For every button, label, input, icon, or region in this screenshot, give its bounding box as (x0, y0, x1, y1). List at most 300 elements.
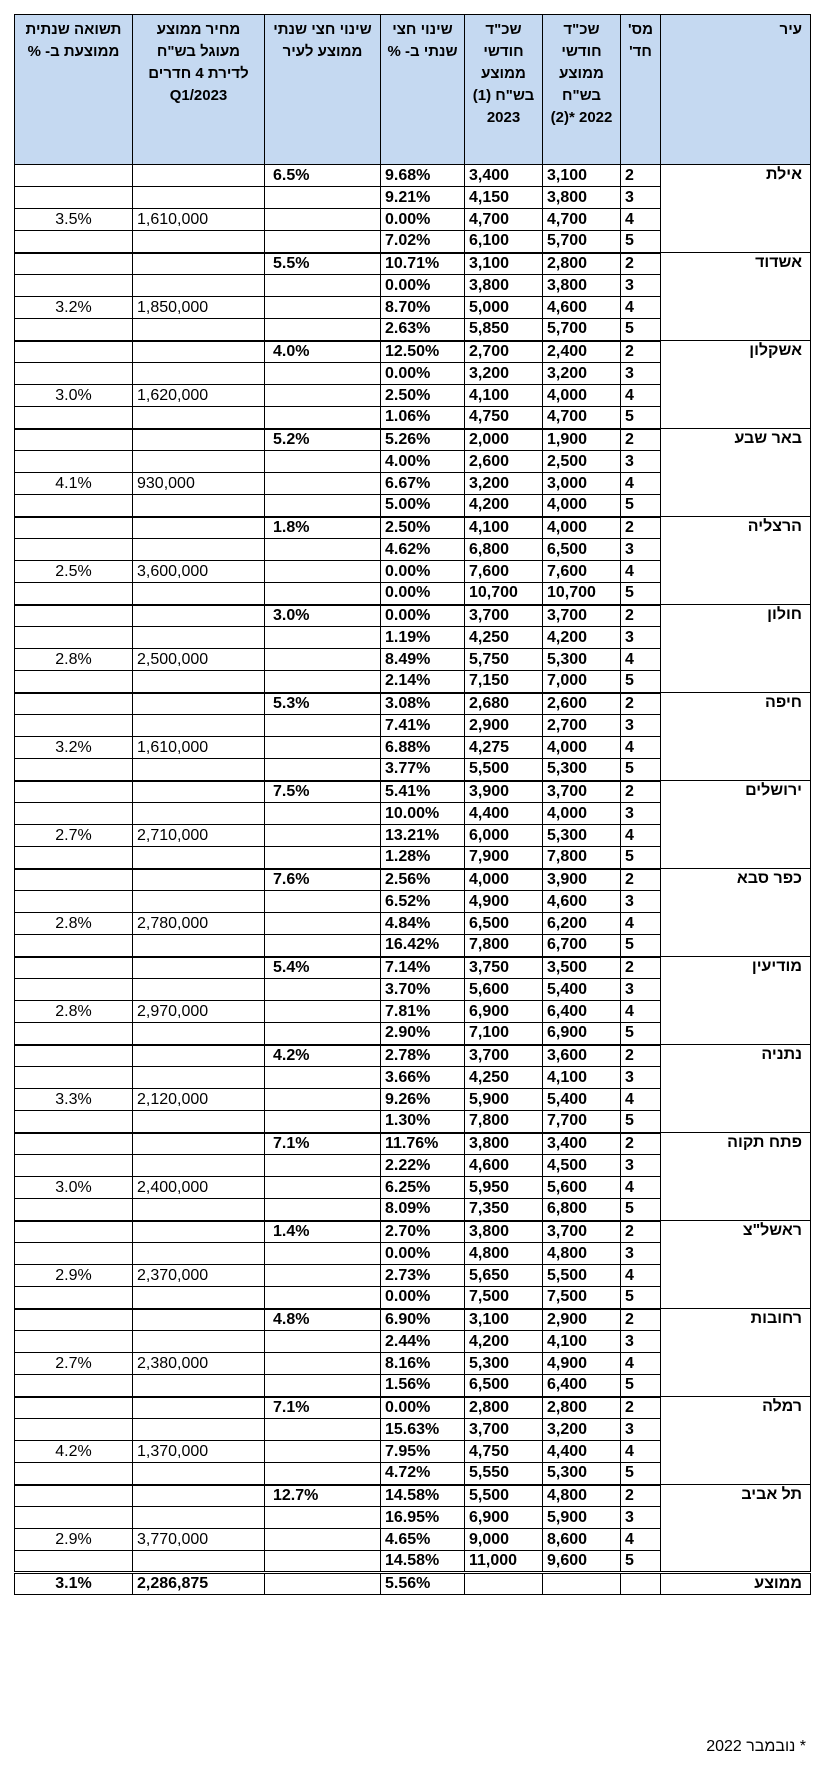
rent-2023-cell: 2,700 (465, 341, 543, 363)
rooms-cell: 5 (621, 935, 661, 957)
rent-2023-cell: 4,275 (465, 737, 543, 759)
header-rent-2022: שכ"ד חודשי ממוצע בש"ח 2022 *(2) (543, 15, 621, 165)
pct-change-cell: 5.41% (381, 781, 465, 803)
yield-cell (15, 1199, 133, 1221)
yield-cell (15, 891, 133, 913)
city-change-cell: 7.1% (265, 1133, 381, 1155)
yield-cell (15, 539, 133, 561)
rent-2023-cell: 2,800 (465, 1397, 543, 1419)
rent-2023-cell: 4,250 (465, 627, 543, 649)
rent-2022-cell: 3,200 (543, 1419, 621, 1441)
yield-cell (15, 1045, 133, 1067)
rent-2022-cell: 4,000 (543, 495, 621, 517)
rooms-cell: 5 (621, 231, 661, 253)
rooms-cell: 5 (621, 1375, 661, 1397)
rent-2022-cell: 2,600 (543, 693, 621, 715)
city-name-cell: נתניה (661, 1045, 811, 1133)
price-cell: 930,000 (133, 473, 265, 495)
yield-cell (15, 363, 133, 385)
rent-2022-cell: 5,400 (543, 1089, 621, 1111)
pct-change-cell: 7.14% (381, 957, 465, 979)
rooms-cell: 2 (621, 957, 661, 979)
pct-change-cell: 0.00% (381, 363, 465, 385)
yield-cell (15, 1155, 133, 1177)
table-row (15, 1309, 811, 1331)
rent-2022-cell: 4,800 (543, 1243, 621, 1265)
pct-change-cell: 0.00% (381, 275, 465, 297)
total-pct-change: 5.56% (381, 1573, 465, 1595)
rent-2023-cell: 4,750 (465, 407, 543, 429)
rent-2022-cell: 6,400 (543, 1375, 621, 1397)
city-change-cell (265, 1199, 381, 1221)
city-change-cell (265, 297, 381, 319)
price-cell: 2,400,000 (133, 1177, 265, 1199)
yield-cell (15, 605, 133, 627)
city-change-cell (265, 671, 381, 693)
city-change-cell (265, 891, 381, 913)
rent-2022-cell: 3,500 (543, 957, 621, 979)
price-cell (133, 1309, 265, 1331)
yield-cell (15, 1419, 133, 1441)
rooms-cell: 5 (621, 583, 661, 605)
rent-2023-cell: 5,300 (465, 1353, 543, 1375)
pct-change-cell: 5.00% (381, 495, 465, 517)
rooms-cell: 5 (621, 1199, 661, 1221)
table-row (15, 1397, 811, 1419)
rent-2023-cell: 7,800 (465, 935, 543, 957)
rent-2023-cell: 2,900 (465, 715, 543, 737)
pct-change-cell: 0.00% (381, 209, 465, 231)
rooms-cell: 5 (621, 319, 661, 341)
rent-2022-cell: 4,600 (543, 297, 621, 319)
yield-cell: 2.9% (15, 1529, 133, 1551)
pct-change-cell: 10.71% (381, 253, 465, 275)
pct-change-cell: 15.63% (381, 1419, 465, 1441)
rent-2022-cell: 2,900 (543, 1309, 621, 1331)
pct-change-cell: 8.16% (381, 1353, 465, 1375)
rent-2023-cell: 7,900 (465, 847, 543, 869)
yield-cell: 2.7% (15, 825, 133, 847)
pct-change-cell: 2.70% (381, 1221, 465, 1243)
rooms-cell: 3 (621, 1155, 661, 1177)
rent-2023-cell: 5,500 (465, 1485, 543, 1507)
city-change-cell: 5.2% (265, 429, 381, 451)
yield-cell (15, 693, 133, 715)
price-cell (133, 1243, 265, 1265)
rent-2022-cell: 4,600 (543, 891, 621, 913)
pct-change-cell: 1.30% (381, 1111, 465, 1133)
rent-2023-cell: 6,000 (465, 825, 543, 847)
rent-2022-cell: 6,400 (543, 1001, 621, 1023)
yield-cell (15, 803, 133, 825)
yield-cell (15, 517, 133, 539)
header-rooms: מס' חד' (621, 15, 661, 165)
rent-2022-cell: 3,900 (543, 869, 621, 891)
city-change-cell (265, 1551, 381, 1573)
price-cell: 3,600,000 (133, 561, 265, 583)
rent-2023-cell: 7,500 (465, 1287, 543, 1309)
city-change-cell (265, 627, 381, 649)
yield-cell: 2.8% (15, 649, 133, 671)
header-price: מחיר ממוצע מעוגל בש"ח לדירת 4 חדרים Q1/2023 (133, 15, 265, 165)
rent-table (14, 14, 811, 1595)
price-cell (133, 891, 265, 913)
yield-cell (15, 319, 133, 341)
rooms-cell: 2 (621, 341, 661, 363)
pct-change-cell: 8.70% (381, 297, 465, 319)
rent-2023-cell: 7,150 (465, 671, 543, 693)
yield-cell (15, 1221, 133, 1243)
city-name-cell: כפר סבא (661, 869, 811, 957)
pct-change-cell: 6.90% (381, 1309, 465, 1331)
rent-2023-cell: 6,500 (465, 913, 543, 935)
city-change-cell (265, 825, 381, 847)
rent-2022-cell: 6,200 (543, 913, 621, 935)
rooms-cell: 3 (621, 451, 661, 473)
rooms-cell: 4 (621, 1177, 661, 1199)
rent-2023-cell: 7,600 (465, 561, 543, 583)
city-name-cell: באר שבע (661, 429, 811, 517)
rent-2022-cell: 4,400 (543, 1441, 621, 1463)
header-city-change: שינוי חצי שנתי ממוצע לעיר (265, 15, 381, 165)
city-change-cell (265, 1331, 381, 1353)
pct-change-cell: 1.56% (381, 1375, 465, 1397)
pct-change-cell: 6.25% (381, 1177, 465, 1199)
rooms-cell: 5 (621, 1287, 661, 1309)
city-name-cell: רמלה (661, 1397, 811, 1485)
rent-2023-cell: 6,500 (465, 1375, 543, 1397)
table-row (15, 1133, 811, 1155)
rooms-cell: 2 (621, 1309, 661, 1331)
rent-2023-cell: 3,800 (465, 275, 543, 297)
yield-cell (15, 253, 133, 275)
rooms-cell: 5 (621, 1023, 661, 1045)
city-change-cell (265, 1177, 381, 1199)
header-pct-change: שינוי חצי שנתי ב- % (381, 15, 465, 165)
price-cell (133, 451, 265, 473)
rooms-cell: 4 (621, 737, 661, 759)
pct-change-cell: 0.00% (381, 1287, 465, 1309)
city-change-cell (265, 737, 381, 759)
pct-change-cell: 2.56% (381, 869, 465, 891)
price-cell: 2,710,000 (133, 825, 265, 847)
rent-2022-cell: 7,000 (543, 671, 621, 693)
price-cell (133, 1463, 265, 1485)
price-cell (133, 781, 265, 803)
price-cell (133, 671, 265, 693)
city-change-cell (265, 1001, 381, 1023)
rooms-cell: 2 (621, 605, 661, 627)
rent-2022-cell: 3,800 (543, 275, 621, 297)
rent-2022-cell: 7,800 (543, 847, 621, 869)
pct-change-cell: 0.00% (381, 561, 465, 583)
header-city: עיר (661, 15, 811, 165)
pct-change-cell: 3.70% (381, 979, 465, 1001)
pct-change-cell: 2.22% (381, 1155, 465, 1177)
rent-2023-cell: 11,000 (465, 1551, 543, 1573)
city-change-cell (265, 275, 381, 297)
price-cell (133, 1045, 265, 1067)
city-change-cell: 5.4% (265, 957, 381, 979)
rent-2022-cell: 3,800 (543, 187, 621, 209)
rent-2023-cell: 3,800 (465, 1221, 543, 1243)
price-cell (133, 1551, 265, 1573)
yield-cell (15, 957, 133, 979)
yield-cell: 2.7% (15, 1353, 133, 1375)
rent-2022-cell: 5,600 (543, 1177, 621, 1199)
yield-cell (15, 627, 133, 649)
rent-2023-cell: 3,100 (465, 1309, 543, 1331)
rent-2022-cell: 5,700 (543, 319, 621, 341)
pct-change-cell: 12.50% (381, 341, 465, 363)
pct-change-cell: 2.90% (381, 1023, 465, 1045)
rent-2023-cell: 7,800 (465, 1111, 543, 1133)
price-cell: 2,970,000 (133, 1001, 265, 1023)
yield-cell (15, 671, 133, 693)
total-rent-2022-cell (543, 1573, 621, 1595)
pct-change-cell: 4.72% (381, 1463, 465, 1485)
rent-2023-cell: 2,000 (465, 429, 543, 451)
rent-2022-cell: 5,300 (543, 825, 621, 847)
rent-2022-cell: 4,800 (543, 1485, 621, 1507)
rent-2023-cell: 4,200 (465, 495, 543, 517)
pct-change-cell: 2.73% (381, 1265, 465, 1287)
pct-change-cell: 3.08% (381, 693, 465, 715)
city-change-cell (265, 1353, 381, 1375)
rent-2022-cell: 6,800 (543, 1199, 621, 1221)
rent-2022-cell: 3,000 (543, 473, 621, 495)
pct-change-cell: 7.81% (381, 1001, 465, 1023)
city-name-cell: חולון (661, 605, 811, 693)
rent-2022-cell: 4,100 (543, 1067, 621, 1089)
city-change-cell (265, 913, 381, 935)
yield-cell (15, 715, 133, 737)
total-rent-2023-cell (465, 1573, 543, 1595)
yield-cell (15, 759, 133, 781)
pct-change-cell: 2.63% (381, 319, 465, 341)
rent-2022-cell: 7,700 (543, 1111, 621, 1133)
yield-cell (15, 275, 133, 297)
yield-cell (15, 1375, 133, 1397)
rooms-cell: 2 (621, 429, 661, 451)
table-header-row (15, 15, 811, 165)
city-change-cell (265, 1111, 381, 1133)
city-change-cell (265, 1067, 381, 1089)
city-change-cell (265, 1375, 381, 1397)
yield-cell (15, 407, 133, 429)
rent-2023-cell: 7,350 (465, 1199, 543, 1221)
yield-cell: 3.0% (15, 385, 133, 407)
rent-2022-cell: 4,200 (543, 627, 621, 649)
yield-cell (15, 1023, 133, 1045)
rent-2022-cell: 2,800 (543, 253, 621, 275)
rent-2023-cell: 4,800 (465, 1243, 543, 1265)
table-body (15, 165, 811, 1595)
yield-cell: 3.2% (15, 297, 133, 319)
city-change-cell: 1.4% (265, 1221, 381, 1243)
city-change-cell (265, 187, 381, 209)
rent-2022-cell: 3,200 (543, 363, 621, 385)
rent-2022-cell: 3,700 (543, 781, 621, 803)
table-row (15, 869, 811, 891)
rent-2022-cell: 5,400 (543, 979, 621, 1001)
rent-2022-cell: 2,800 (543, 1397, 621, 1419)
table-row (15, 1221, 811, 1243)
rooms-cell: 4 (621, 913, 661, 935)
city-change-cell (265, 979, 381, 1001)
pct-change-cell: 0.00% (381, 1397, 465, 1419)
rent-2022-cell: 4,000 (543, 737, 621, 759)
yield-cell: 3.5% (15, 209, 133, 231)
rooms-cell: 4 (621, 385, 661, 407)
rent-2022-cell: 5,300 (543, 1463, 621, 1485)
pct-change-cell: 2.14% (381, 671, 465, 693)
yield-cell: 3.3% (15, 1089, 133, 1111)
yield-cell (15, 187, 133, 209)
price-cell: 2,120,000 (133, 1089, 265, 1111)
city-change-cell: 7.6% (265, 869, 381, 891)
rent-2023-cell: 5,650 (465, 1265, 543, 1287)
rooms-cell: 2 (621, 781, 661, 803)
city-change-cell (265, 759, 381, 781)
yield-cell (15, 1243, 133, 1265)
city-change-cell (265, 539, 381, 561)
city-change-cell (265, 1441, 381, 1463)
rooms-cell: 4 (621, 649, 661, 671)
city-change-cell (265, 407, 381, 429)
pct-change-cell: 4.62% (381, 539, 465, 561)
table-row (15, 429, 811, 451)
rent-2022-cell: 7,600 (543, 561, 621, 583)
city-change-cell (265, 561, 381, 583)
header-rent-2023: שכ"ד חודשי ממוצע בש"ח (1) 2023 (465, 15, 543, 165)
pct-change-cell: 2.50% (381, 385, 465, 407)
pct-change-cell: 4.84% (381, 913, 465, 935)
pct-change-cell: 1.28% (381, 847, 465, 869)
price-cell (133, 935, 265, 957)
rent-2023-cell: 4,200 (465, 1331, 543, 1353)
rooms-cell: 5 (621, 1463, 661, 1485)
table-row (15, 517, 811, 539)
price-cell: 1,370,000 (133, 1441, 265, 1463)
rooms-cell: 2 (621, 1397, 661, 1419)
rooms-cell: 5 (621, 671, 661, 693)
price-cell (133, 1419, 265, 1441)
price-cell (133, 1331, 265, 1353)
price-cell: 2,380,000 (133, 1353, 265, 1375)
table-row (15, 165, 811, 187)
yield-cell (15, 1331, 133, 1353)
pct-change-cell: 2.50% (381, 517, 465, 539)
rent-2023-cell: 3,700 (465, 605, 543, 627)
rooms-cell: 4 (621, 1441, 661, 1463)
city-change-cell: 4.0% (265, 341, 381, 363)
rent-2022-cell: 10,700 (543, 583, 621, 605)
price-cell: 1,620,000 (133, 385, 265, 407)
yield-cell (15, 869, 133, 891)
yield-cell (15, 341, 133, 363)
price-cell (133, 583, 265, 605)
city-change-cell (265, 649, 381, 671)
city-change-cell (265, 363, 381, 385)
price-cell (133, 1221, 265, 1243)
header-yield: תשואה שנתית ממוצעת ב- % (15, 15, 133, 165)
rent-2023-cell: 4,600 (465, 1155, 543, 1177)
pct-change-cell: 0.00% (381, 583, 465, 605)
price-cell (133, 759, 265, 781)
rent-2023-cell: 3,750 (465, 957, 543, 979)
rent-2023-cell: 4,100 (465, 385, 543, 407)
price-cell (133, 319, 265, 341)
yield-cell (15, 847, 133, 869)
yield-cell (15, 1397, 133, 1419)
yield-cell (15, 979, 133, 1001)
city-change-cell (265, 1419, 381, 1441)
yield-cell (15, 935, 133, 957)
yield-cell: 2.5% (15, 561, 133, 583)
pct-change-cell: 4.00% (381, 451, 465, 473)
rent-2023-cell: 3,200 (465, 473, 543, 495)
price-cell (133, 363, 265, 385)
price-cell (133, 1375, 265, 1397)
rent-2022-cell: 3,600 (543, 1045, 621, 1067)
rooms-cell: 4 (621, 561, 661, 583)
city-name-cell: מודיעין (661, 957, 811, 1045)
pct-change-cell: 9.68% (381, 165, 465, 187)
city-change-cell: 12.7% (265, 1485, 381, 1507)
rent-2023-cell: 5,500 (465, 759, 543, 781)
price-cell (133, 979, 265, 1001)
rent-2023-cell: 4,150 (465, 187, 543, 209)
city-change-cell (265, 583, 381, 605)
pct-change-cell: 10.00% (381, 803, 465, 825)
rooms-cell: 4 (621, 1265, 661, 1287)
total-city-change-cell (265, 1573, 381, 1595)
rooms-cell: 2 (621, 1133, 661, 1155)
rent-2023-cell: 4,400 (465, 803, 543, 825)
price-cell (133, 231, 265, 253)
rent-2022-cell: 3,100 (543, 165, 621, 187)
rooms-cell: 5 (621, 1551, 661, 1573)
price-cell (133, 253, 265, 275)
yield-cell (15, 429, 133, 451)
rooms-cell: 3 (621, 1419, 661, 1441)
city-name-cell: רחובות (661, 1309, 811, 1397)
rent-2022-cell: 3,400 (543, 1133, 621, 1155)
rent-2023-cell: 2,680 (465, 693, 543, 715)
city-change-cell (265, 1529, 381, 1551)
yield-cell (15, 1551, 133, 1573)
rooms-cell: 4 (621, 1353, 661, 1375)
rent-2022-cell: 4,700 (543, 209, 621, 231)
price-cell (133, 957, 265, 979)
pct-change-cell: 2.78% (381, 1045, 465, 1067)
pct-change-cell: 14.58% (381, 1551, 465, 1573)
rent-2022-cell: 5,700 (543, 231, 621, 253)
pct-change-cell: 0.00% (381, 605, 465, 627)
yield-cell: 3.0% (15, 1177, 133, 1199)
pct-change-cell: 16.95% (381, 1507, 465, 1529)
city-change-cell (265, 1023, 381, 1045)
price-cell (133, 1397, 265, 1419)
price-cell (133, 1485, 265, 1507)
city-change-cell (265, 209, 381, 231)
rent-2023-cell: 4,750 (465, 1441, 543, 1463)
yield-cell (15, 583, 133, 605)
rooms-cell: 3 (621, 1243, 661, 1265)
rent-2022-cell: 2,400 (543, 341, 621, 363)
price-cell (133, 539, 265, 561)
